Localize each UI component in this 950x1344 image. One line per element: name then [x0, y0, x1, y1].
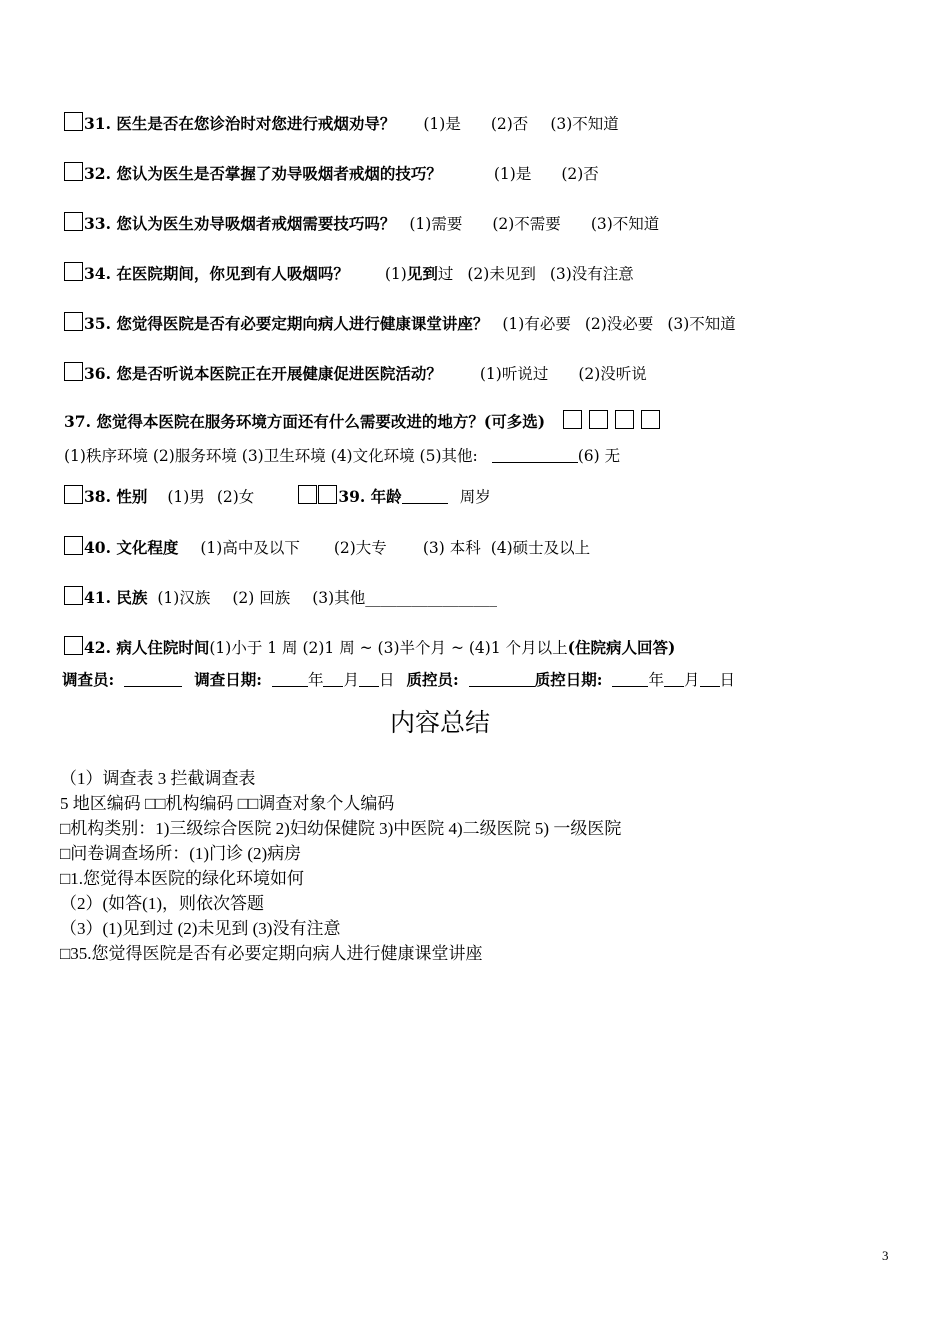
qc-date-label: 质控日期:	[534, 670, 603, 689]
option-list: (1)秩序环境 (2)服务环境 (3)卫生环境 (4)文化环境 (5)其他:	[64, 447, 478, 465]
answer-box[interactable]	[64, 162, 83, 181]
question-text: 36. 您是否听说本医院正在开展健康促进医院活动？	[84, 364, 442, 383]
year-label: 年	[648, 671, 664, 689]
answer-box[interactable]	[64, 485, 83, 504]
option: (1)	[384, 265, 407, 283]
question-label: 38. 性别	[84, 487, 148, 506]
answer-box[interactable]	[318, 485, 337, 504]
question-42	[64, 636, 675, 658]
question-label: 40. 文化程度	[84, 538, 179, 557]
unit: 周岁	[459, 488, 491, 506]
answer-box[interactable]	[615, 410, 634, 429]
option: (2)没听说	[578, 365, 647, 383]
answer-box[interactable]	[64, 362, 83, 381]
answer-box[interactable]	[589, 410, 608, 429]
qc-blank[interactable]	[469, 686, 535, 687]
option: (3)没有注意	[549, 265, 634, 283]
option: (6) 无	[577, 447, 621, 465]
option: (2)否	[490, 115, 529, 133]
option: (2)不需要	[492, 215, 561, 233]
option: (2)没必要	[584, 315, 654, 333]
option: (2)女	[216, 488, 255, 506]
answer-box[interactable]	[64, 112, 83, 131]
question-text: 37. 您觉得本医院在服务环境方面还有什么需要改进的地方？(可多选)	[64, 412, 546, 431]
option: (1)汉族	[157, 589, 211, 607]
question-text: 31. 医生是否在您诊治时对您进行戒烟劝导？	[84, 114, 396, 133]
answer-box[interactable]	[64, 636, 83, 655]
option-bold: 见到	[406, 264, 438, 283]
summary-line: □1.您觉得本医院的绿化环境如何	[60, 869, 305, 888]
day-label: 日	[719, 671, 736, 689]
surveyor-label: 调查员:	[62, 670, 115, 689]
option: (1)高中及以下	[200, 539, 300, 557]
option: (3) 本科	[422, 539, 481, 557]
question-41	[64, 586, 497, 608]
option: (1)听说过	[479, 365, 549, 383]
question-33	[64, 212, 659, 234]
other-blank[interactable]: _________________	[365, 589, 497, 607]
question-32	[64, 162, 599, 184]
option: (3)不知道	[667, 315, 736, 333]
question-label: 41. 民族	[84, 588, 148, 607]
day-label: 日	[379, 671, 395, 689]
summary-line: （1）调查表 3 拦截调查表	[60, 769, 256, 788]
answer-box[interactable]	[298, 485, 317, 504]
question-38-39	[64, 485, 491, 507]
other-blank[interactable]	[492, 462, 578, 463]
year-blank[interactable]	[272, 686, 308, 687]
summary-line: 5 地区编码 □□机构编码 □□调查对象个人编码	[60, 794, 395, 813]
question-40	[64, 536, 590, 558]
surveyor-blank[interactable]	[124, 686, 182, 687]
age-blank[interactable]	[402, 503, 448, 504]
option: (2)大专	[333, 539, 387, 557]
summary-line: □问卷调查场所：(1)门诊 (2)病房	[60, 844, 302, 863]
qc-label: 质控员:	[406, 670, 459, 689]
month-label: 月	[684, 671, 700, 689]
question-37-options	[64, 446, 620, 466]
survey-footer-line	[62, 670, 735, 690]
answer-box[interactable]	[64, 586, 83, 605]
qc-year-blank[interactable]	[612, 686, 648, 687]
question-35	[64, 312, 736, 334]
option-list: (1)小于 1 周 (2)1 周 ~ (3)半个月 ~ (4)1 个月以上	[209, 639, 568, 657]
question-34	[64, 262, 634, 284]
answer-box[interactable]	[64, 262, 83, 281]
question-text: 34. 在医院期间，你见到有人吸烟吗？	[84, 264, 349, 283]
answer-box[interactable]	[563, 410, 582, 429]
year-label: 年	[307, 671, 324, 689]
question-text: 32. 您认为医生是否掌握了劝导吸烟者戒烟的技巧？	[84, 164, 442, 183]
option: (2)否	[561, 165, 599, 183]
answer-box[interactable]	[64, 536, 83, 555]
question-37	[64, 410, 661, 432]
summary-line: □机构类别：1)三级综合医院 2)妇幼保健院 3)中医院 4)二级医院 5) 一级医院	[60, 819, 622, 838]
month-label: 月	[343, 671, 359, 689]
answer-box[interactable]	[641, 410, 660, 429]
option: (3)不知道	[590, 215, 660, 233]
option: (1)是	[493, 165, 532, 183]
summary-line: □35.您觉得医院是否有必要定期向病人进行健康课堂讲座	[60, 944, 483, 963]
option: 过	[437, 265, 454, 283]
question-31	[64, 112, 619, 134]
month-blank[interactable]	[323, 686, 343, 687]
option: (2)未见到	[467, 265, 536, 283]
page-number: 3	[882, 1248, 889, 1263]
survey-date-label: 调查日期:	[194, 670, 262, 689]
question-label: 39. 年龄	[338, 487, 402, 506]
question-36	[64, 362, 647, 384]
option: (4)硕士及以上	[490, 539, 591, 557]
option: (1)需要	[409, 215, 463, 233]
answer-box[interactable]	[64, 212, 83, 231]
summary-title: 内容总结	[389, 708, 490, 737]
summary-line: （3）(1)见到过 (2)未见到 (3)没有注意	[60, 919, 341, 938]
option: (3)不知道	[550, 115, 619, 133]
qc-day-blank[interactable]	[700, 686, 720, 687]
option: (2) 回族	[232, 589, 291, 607]
question-text: 33. 您认为医生劝导吸烟者戒烟需要技巧吗？	[84, 214, 396, 233]
option: (1)是	[423, 115, 461, 133]
question-label: 42. 病人住院时间	[84, 638, 210, 657]
option: (1)有必要	[502, 315, 571, 333]
question-note: (住院病人回答)	[567, 638, 676, 657]
qc-month-blank[interactable]	[664, 686, 684, 687]
question-text: 35. 您觉得医院是否有必要定期向病人进行健康课堂讲座？	[84, 314, 489, 333]
option: (3)其他	[312, 589, 366, 607]
day-blank[interactable]	[359, 686, 379, 687]
option: (1)男	[167, 488, 205, 506]
summary-line: （2）(如答(1)，则依次答题	[60, 894, 264, 913]
answer-box[interactable]	[64, 312, 83, 331]
